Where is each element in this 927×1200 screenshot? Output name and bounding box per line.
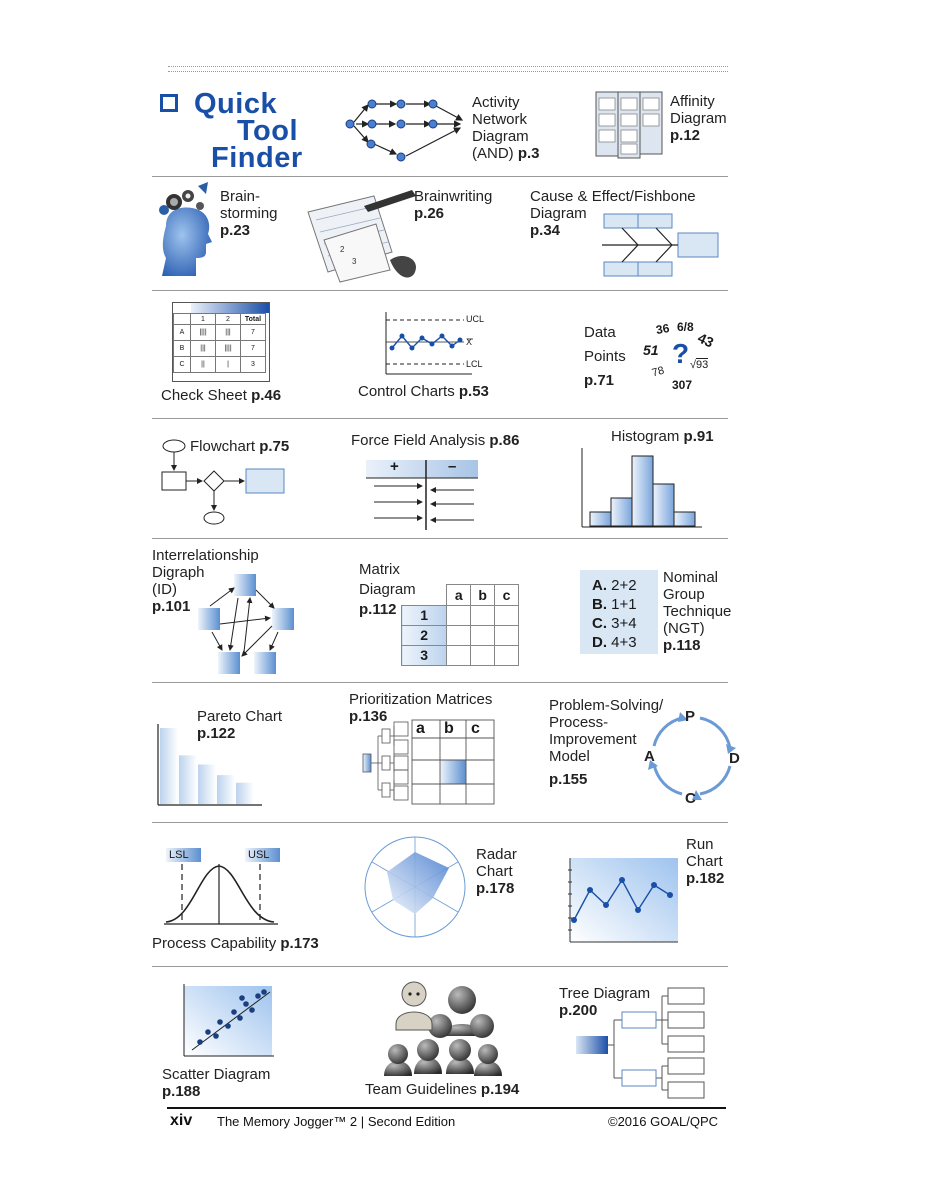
histogram-bar [590,512,611,526]
brainwriting-papers-icon [304,190,424,282]
check-sheet-header-bar [191,303,269,313]
run-point [603,902,609,908]
team-guidelines-icon [384,980,502,1076]
pdca-label: Problem-Solving/ Process- Improvement Model p.155 [549,697,664,788]
radar-label: Radar Chart p.178 [476,846,517,897]
pareto-label: Pareto Chart p.122 [197,708,283,742]
control-charts-label: Control Charts p.53 [358,383,489,400]
lsl-badge: LSL [166,848,201,862]
pdca-c: C [685,790,696,807]
pdca-d: D [729,750,740,767]
run-point [619,877,625,883]
pareto-bar [160,728,178,804]
control-lcl-label: LCL [466,359,483,369]
run-point [571,917,577,923]
force-field-icon [366,460,478,530]
brainstorming-label: Brain- storming p.23 [220,188,278,239]
row-divider [152,418,728,419]
scatter-diagram-icon [182,984,274,1060]
affinity-diagram-icon [594,88,664,160]
brainwriting-label: Brainwriting p.26 [414,188,493,222]
check-sheet-icon [172,302,270,382]
activity-network-diagram-icon [340,92,470,172]
page-title-line2: Tool [237,115,299,147]
row-divider [152,682,728,683]
footer-rule [167,1107,726,1109]
data-points-label: Data Points p.71 [584,324,626,389]
interrelationship-digraph-icon [194,570,298,676]
footer-copyright: ©2016 GOAL/QPC [608,1114,719,1129]
top-dotted-rule [168,66,728,72]
run-point [667,892,673,898]
run-point [635,907,641,913]
prio-col-a: a [416,720,425,737]
pareto-bar [236,783,254,804]
histogram-bar [653,484,674,526]
run-point [587,887,593,893]
histogram-bar [611,498,632,526]
matrix-label: Matrix Diagram p.112 [359,561,416,618]
fishbone-label: Cause & Effect/Fishbone Diagram p.34 [530,188,696,239]
footer-book-title: The Memory Jogger™ 2 | Second Edition [217,1114,456,1129]
usl-badge: USL [245,848,280,862]
page-title-line3: Finder [211,142,303,174]
prio-col-b: b [444,720,454,737]
histogram-label: Histogram p.91 [611,428,714,445]
row-divider [152,966,728,967]
ngt-label: Nominal Group Technique (NGT) p.118 [663,569,732,654]
force-field-minus: – [448,458,457,475]
prioritization-label: Prioritization Matrices p.136 [349,691,493,725]
force-field-label: Force Field Analysis p.86 [351,432,520,449]
affinity-label: Affinity Diagram p.12 [670,93,727,144]
page-title-line1: Quick [194,88,278,120]
ngt-list-box: A. 2+2 B. 1+1 C. 3+4 D. 4+3 [580,570,658,654]
force-field-plus: + [390,458,399,475]
id-label: Interrelationship Digraph (ID) p.101 [152,547,259,615]
check-sheet-label: Check Sheet p.46 [161,387,282,404]
histogram-chart [580,448,704,530]
fishbone-diagram-icon [598,212,722,278]
run-point [651,882,657,888]
histogram-bar [632,456,653,526]
tree-diagram-icon [574,986,708,1100]
row-divider [152,290,728,291]
data-points-numbers: 36 6/8 43 51 ? √93 78 307 [643,320,717,392]
brainstorming-head-icon [156,180,216,280]
pareto-chart [156,724,266,808]
control-xbar-label: X [466,337,473,347]
pareto-bar [198,764,216,804]
row-divider [152,176,728,177]
row-divider [152,538,728,539]
pareto-bar [217,775,235,804]
team-guidelines-label: Team Guidelines p.194 [365,1081,520,1098]
flowchart-label: Flowchart p.75 [190,438,290,455]
and-label: Activity Network Diagram (AND) p.3 [472,94,540,162]
tree-label: Tree Diagram p.200 [559,985,651,1019]
matrix-diagram-icon: a b c 1 2 3 [401,584,519,664]
pdca-p: P [685,708,696,725]
footer-page-number: xiv [170,1112,193,1129]
pareto-bar [179,755,197,804]
process-capability-label: Process Capability p.173 [152,935,319,952]
run-chart [566,858,680,944]
prio-col-c: c [471,720,480,737]
scatter-label: Scatter Diagram p.188 [162,1066,271,1100]
svg-text:3: 3 [352,257,357,266]
svg-text:2: 2 [340,245,345,254]
radar-chart-icon [363,832,467,942]
control-ucl-label: UCL [466,314,485,324]
histogram-bar [674,512,695,526]
run-background [570,858,678,942]
process-capability-curve [162,862,280,932]
row-divider [152,822,728,823]
pdca-a: A [644,748,655,765]
title-checkbox-icon [160,94,178,112]
run-chart-label: Run Chart p.182 [686,836,725,887]
check-sheet-table: 1 2 Total A |||| ||| 7 B ||| |||| 7 C || | 3 [173,313,266,373]
